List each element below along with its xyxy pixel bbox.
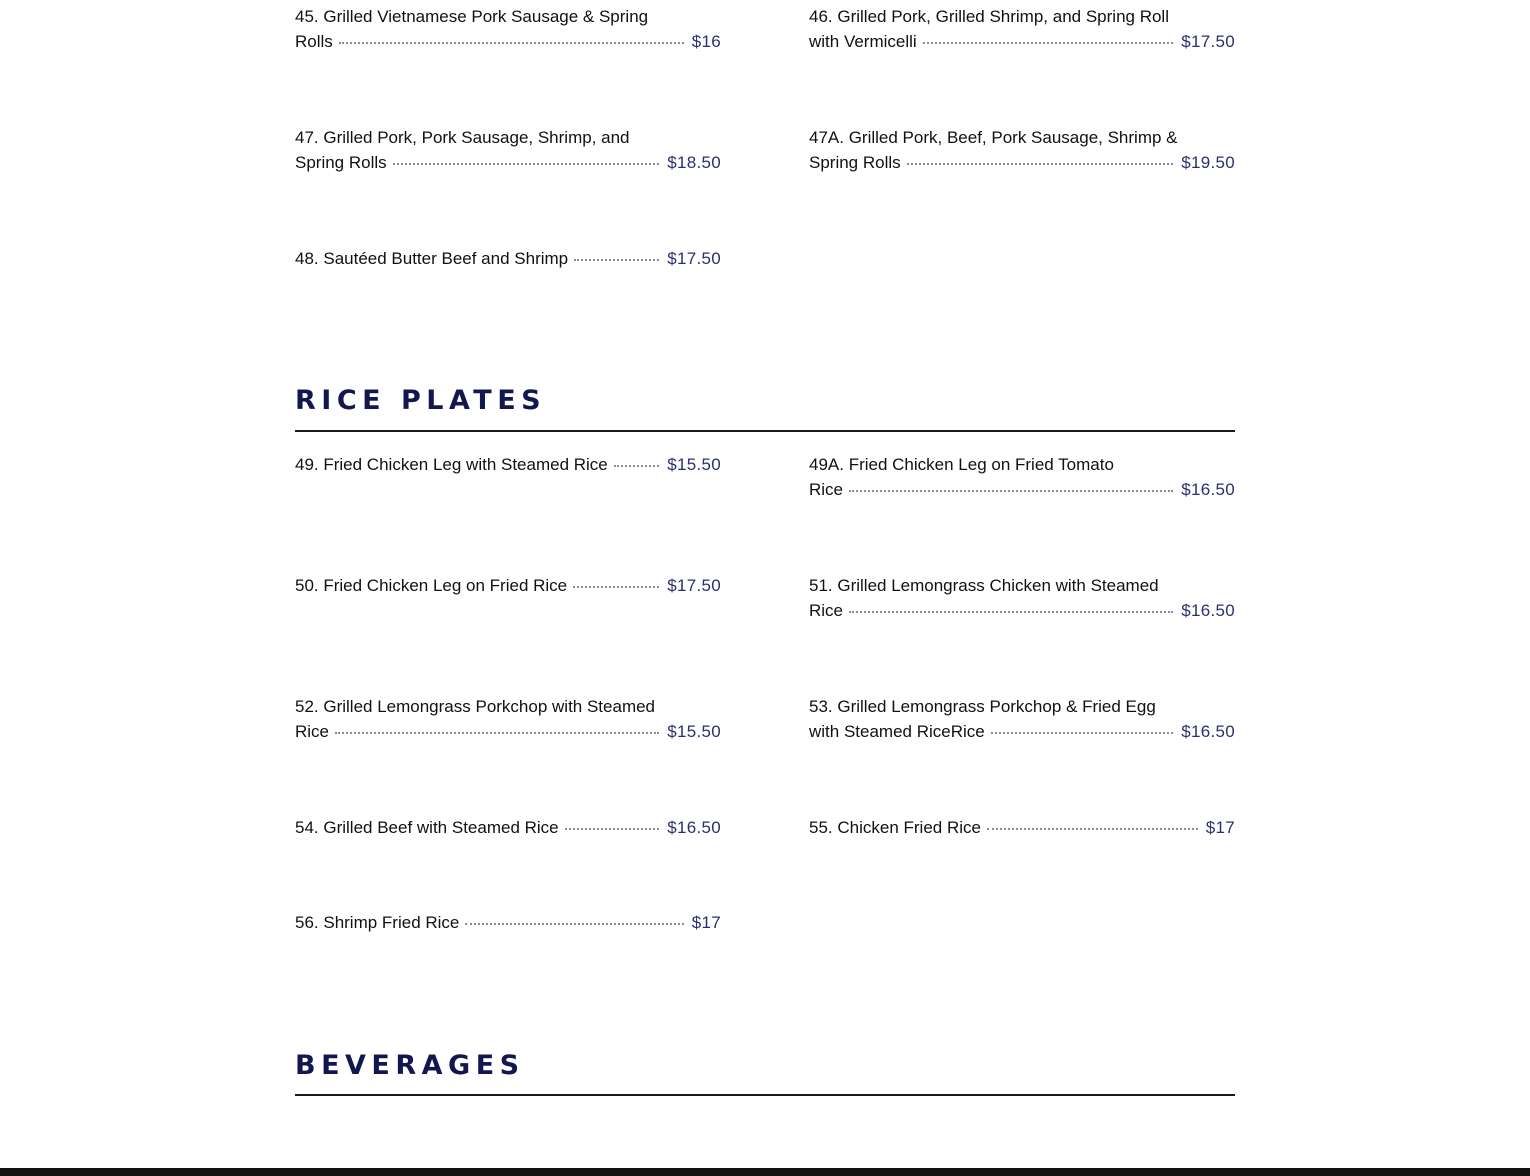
dot-leader [991,732,1173,734]
dot-leader [465,923,683,925]
menu-item-48 [295,246,721,271]
menu-item-line: 56. Shrimp Fried Rice $17 [295,910,721,935]
menu-item-line2: with Steamed RiceRice $16.50 [809,719,1235,744]
dot-leader [987,828,1198,830]
menu-item-price: $17.50 [1181,32,1235,51]
menu-item-line2: with Vermicelli $17.50 [809,29,1235,54]
menu-item-price: $19.50 [1181,153,1235,172]
menu-item-line: 49. Fried Chicken Leg with Steamed Rice $15.50 [295,452,721,477]
menu-item-line1: 46. Grilled Pork, Grilled Shrimp, and Spring Roll [809,7,1169,26]
section-title-beverages: BEVERAGES [295,1050,525,1081]
menu-item-49 [295,452,721,477]
section-title-rice-plates: RICE PLATES [295,385,547,416]
section-divider [295,430,1235,432]
menu-item-line1: 45. Grilled Vietnamese Pork Sausage & Spring [295,7,649,26]
menu-item-45 [295,4,721,54]
menu-item-47 [295,125,721,175]
menu-item-line: 48. Sautéed Butter Beef and Shrimp $17.50 [295,246,721,271]
menu-item-line2: Rolls $16 [295,29,721,54]
menu-item-line1: 53. Grilled Lemongrass Porkchop & Fried Egg [809,697,1156,716]
menu-item-price: $16.50 [1181,722,1235,741]
menu-item-line1: 52. Grilled Lemongrass Porkchop with Steamed [295,697,656,716]
dot-leader [849,490,1173,492]
menu-item-line1: 47. Grilled Pork, Pork Sausage, Shrimp, and [295,128,630,147]
menu-item-line: 54. Grilled Beef with Steamed Rice $16.50 [295,815,721,840]
menu-item-54 [295,815,721,840]
menu-item-line: 50. Fried Chicken Leg on Fried Rice $17.50 [295,573,721,598]
menu-item-price: $16.50 [1181,480,1235,499]
dot-leader [339,42,684,44]
menu-item-line2: Spring Rolls $19.50 [809,150,1235,175]
menu-item-line1: 47A. Grilled Pork, Beef, Pork Sausage, Shrimp & [809,128,1178,147]
menu-item-price: $17 [1205,818,1235,837]
dot-leader [849,611,1173,613]
section-divider [295,1094,1235,1096]
dot-leader [573,586,659,588]
menu-item-price: $16 [691,32,721,51]
dot-leader [923,42,1174,44]
menu-item-52 [295,694,721,744]
menu-item-line2: Spring Rolls $18.50 [295,150,721,175]
menu-item-46 [809,4,1235,54]
menu-item-line2: Rice $16.50 [809,598,1235,623]
dot-leader [565,828,660,830]
menu-item-price: $17 [691,913,721,932]
menu-item-price: $17.50 [667,576,721,595]
menu-item-47a [809,125,1235,175]
menu-item-price: $16.50 [667,818,721,837]
menu-item-price: $15.50 [667,455,721,474]
menu-item-price: $17.50 [667,249,721,268]
footer-bar [0,1168,1530,1176]
menu-item-price: $18.50 [667,153,721,172]
menu-item-line1: 49A. Fried Chicken Leg on Fried Tomato [809,455,1114,474]
dot-leader [614,465,659,467]
menu-item-55 [809,815,1235,840]
menu-item-49a [809,452,1235,502]
dot-leader [574,259,659,261]
menu-item-53 [809,694,1235,744]
dot-leader [907,163,1174,165]
menu-item-51 [809,573,1235,623]
menu-item-line2: Rice $15.50 [295,719,721,744]
menu-item-price: $15.50 [667,722,721,741]
dot-leader [335,732,659,734]
menu-item-price: $16.50 [1181,601,1235,620]
menu-item-line1: 51. Grilled Lemongrass Chicken with Steamed [809,576,1159,595]
menu-item-56 [295,910,721,935]
dot-leader [393,163,660,165]
menu-item-50 [295,573,721,598]
menu-item-line: 55. Chicken Fried Rice $17 [809,815,1235,840]
menu-item-line2: Rice $16.50 [809,477,1235,502]
